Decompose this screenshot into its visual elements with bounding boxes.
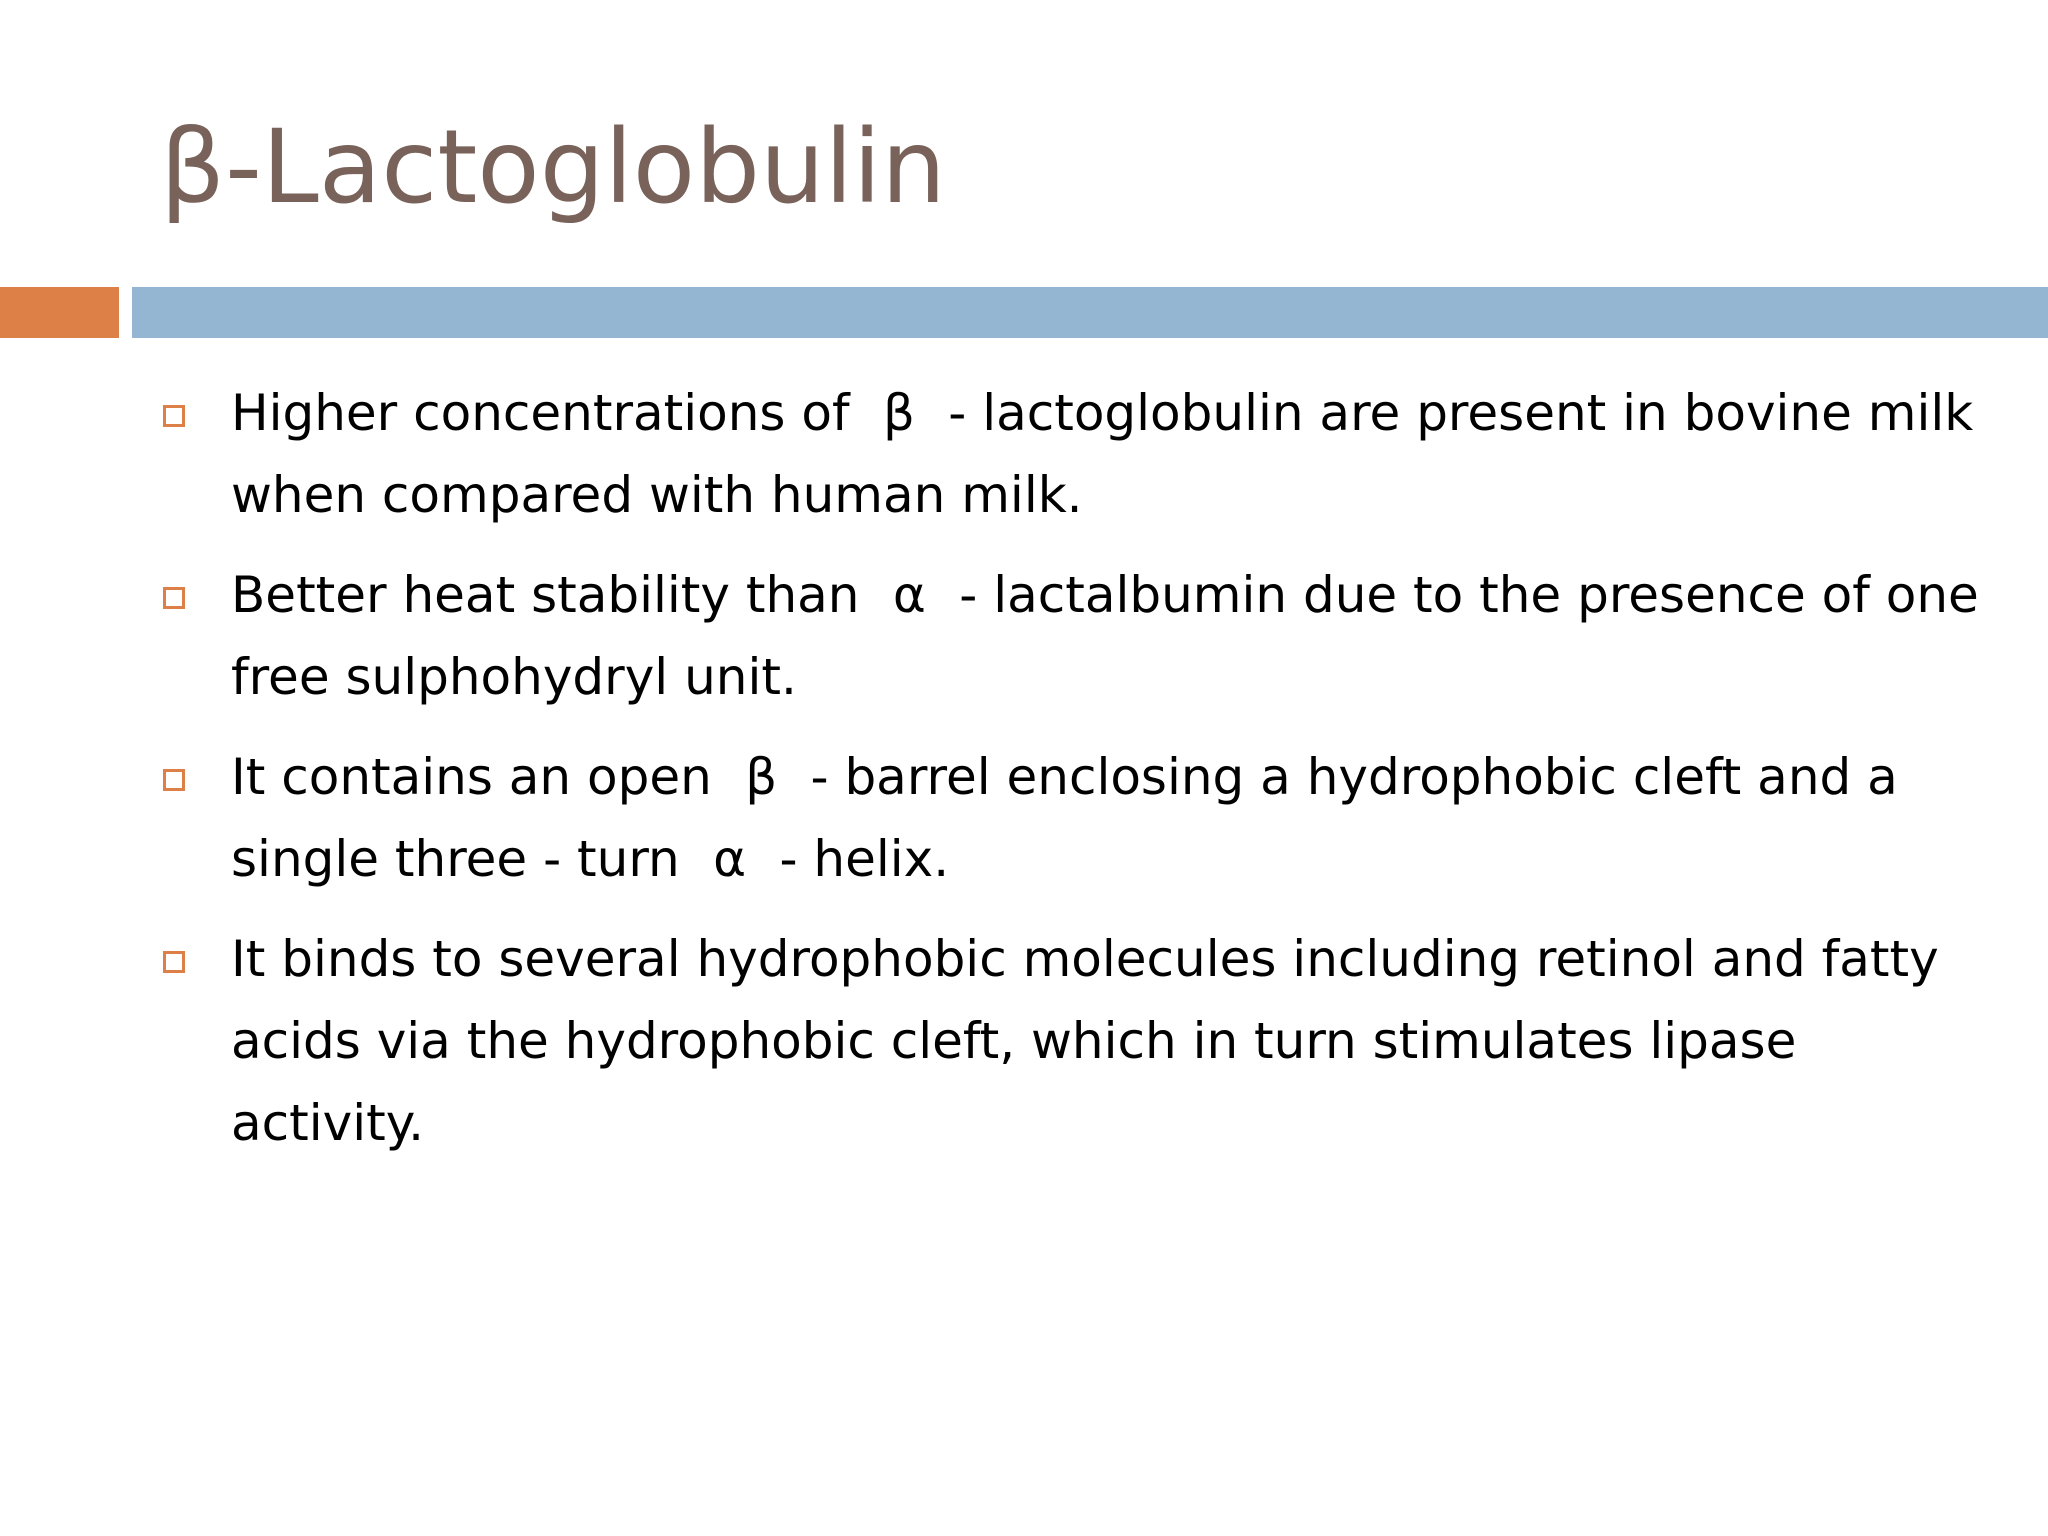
greek-alpha: α xyxy=(892,566,926,624)
bullet-text: - barrel enclosing a hydrophobic cleft and a single three - turn xyxy=(231,748,1898,888)
bullet-list xyxy=(160,372,1980,1182)
bullet-item xyxy=(160,372,1980,536)
bullet-text: It contains an open xyxy=(231,748,728,806)
bullet-item xyxy=(160,554,1980,718)
accent-bar-blue xyxy=(132,287,2048,338)
bullet-item xyxy=(160,918,1980,1164)
hollow-square-bullet-icon xyxy=(163,587,185,609)
bullet-text: Better heat stability than xyxy=(231,566,876,624)
greek-beta: β xyxy=(745,748,778,806)
slide-title: β-Lactoglobulin xyxy=(160,108,946,227)
bullet-text: Higher concentrations of xyxy=(231,384,866,442)
hollow-square-bullet-icon xyxy=(163,951,185,973)
bullet-text: - lactalbumin due to the presence of one free sulphohydryl unit. xyxy=(231,566,1979,706)
bullet-text: - helix. xyxy=(763,830,950,888)
greek-beta: β xyxy=(882,384,915,442)
hollow-square-bullet-icon xyxy=(163,405,185,427)
bullet-text: - lactoglobulin are present in bovine milk when compared with human milk. xyxy=(231,384,1974,524)
accent-bar-orange xyxy=(0,287,119,338)
bullet-text: It binds to several hydrophobic molecules including retinol and fatty acids via the hydrophobic cleft, which in turn stimulates lipase activity. xyxy=(231,930,1939,1152)
bullet-item xyxy=(160,736,1980,900)
greek-alpha: α xyxy=(713,830,747,888)
hollow-square-bullet-icon xyxy=(163,769,185,791)
